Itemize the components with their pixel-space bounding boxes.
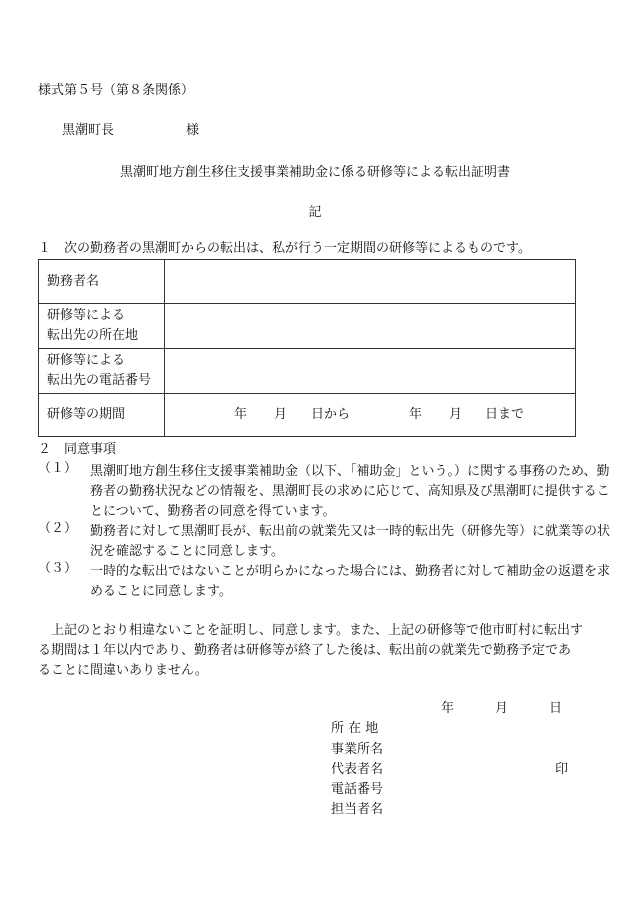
table-row	[39, 304, 576, 349]
period-field[interactable]	[165, 394, 576, 437]
table-row	[39, 394, 576, 437]
signature-representative-label: 代表者名	[331, 762, 384, 777]
period-text	[173, 405, 567, 425]
info-table	[38, 259, 576, 437]
seal-mark: 印	[555, 762, 569, 777]
signature-office-label: 事業所名	[331, 742, 384, 757]
item-number: （１）	[38, 461, 78, 476]
row-label-destination-phone	[39, 349, 165, 394]
period-day-to: 日まで	[485, 407, 525, 422]
item-text: 勤務者に対して黒潮町長が、転出前の就業先又は一時的転出先（研修先等）に就業等の状況を確認することに同意します。	[90, 524, 611, 559]
period-year-to: 年	[409, 407, 423, 422]
date-day: 日	[549, 701, 563, 716]
row-label-destination-address	[39, 304, 165, 349]
label-line: 研修等による	[47, 353, 126, 368]
item-text: 黒潮町地方創生移住支援事業補助金（以下、「補助金」という。）に関する事務のため、勤務者の勤務状況などの情報を、黒潮町長の求めに応じて、高知県及び黒潮町に提供することについて、勤務者の同意を得ています。	[90, 464, 610, 519]
period-year-from: 年	[234, 407, 248, 422]
document-title: 黒潮町地方創生移住支援事業補助金に係る研修等による転出証明書	[119, 165, 510, 180]
addressee-honorific: 様	[186, 123, 200, 138]
period-day-from: 日から	[311, 407, 351, 422]
label-line: 研修等による	[47, 308, 126, 323]
ki-marker: 記	[308, 205, 322, 220]
addressee	[62, 123, 200, 138]
section1-heading: １ 次の勤務者の黒潮町からの転出は、私が行う一定期間の研修等によるものです。	[38, 241, 531, 256]
section2-heading: ２ 同意事項	[38, 442, 117, 457]
destination-address-field[interactable]	[165, 304, 576, 349]
destination-phone-field[interactable]	[165, 349, 576, 394]
item-number: （２）	[38, 521, 78, 536]
period-month-from: 月	[274, 407, 288, 422]
signature-phone-label: 電話番号	[331, 782, 384, 797]
worker-name-field[interactable]	[165, 260, 576, 304]
label-line: 転出先の所在地	[47, 328, 139, 343]
label-line: 転出先の電話番号	[47, 373, 152, 388]
signature-person-label: 担当者名	[331, 802, 384, 817]
date-year: 年	[441, 701, 455, 716]
item-number: （３）	[38, 561, 78, 576]
signature-address-label: 所 在 地	[331, 721, 379, 736]
addressee-name: 黒潮町長	[62, 123, 115, 138]
table-row	[39, 349, 576, 394]
table-row	[39, 260, 576, 304]
item-text: 一時的な転出ではないことが明らかになった場合には、勤務者に対して補助金の返還を求めることに同意します。	[90, 564, 611, 599]
period-month-to: 月	[449, 407, 463, 422]
closing-statement: 上記のとおり相違ないことを証明し、同意します。また、上記の研修等で他市町村に転出する期間は１年以内であり、勤務者は研修等が終了した後は、転出前の就業先で勤務予定であることに間違いありません。	[38, 623, 583, 678]
row-label-period: 研修等の期間	[39, 394, 165, 437]
row-label-worker-name: 勤務者名	[39, 260, 165, 304]
form-number: 様式第５号（第８条関係）	[38, 83, 195, 98]
date-month: 月	[495, 701, 509, 716]
